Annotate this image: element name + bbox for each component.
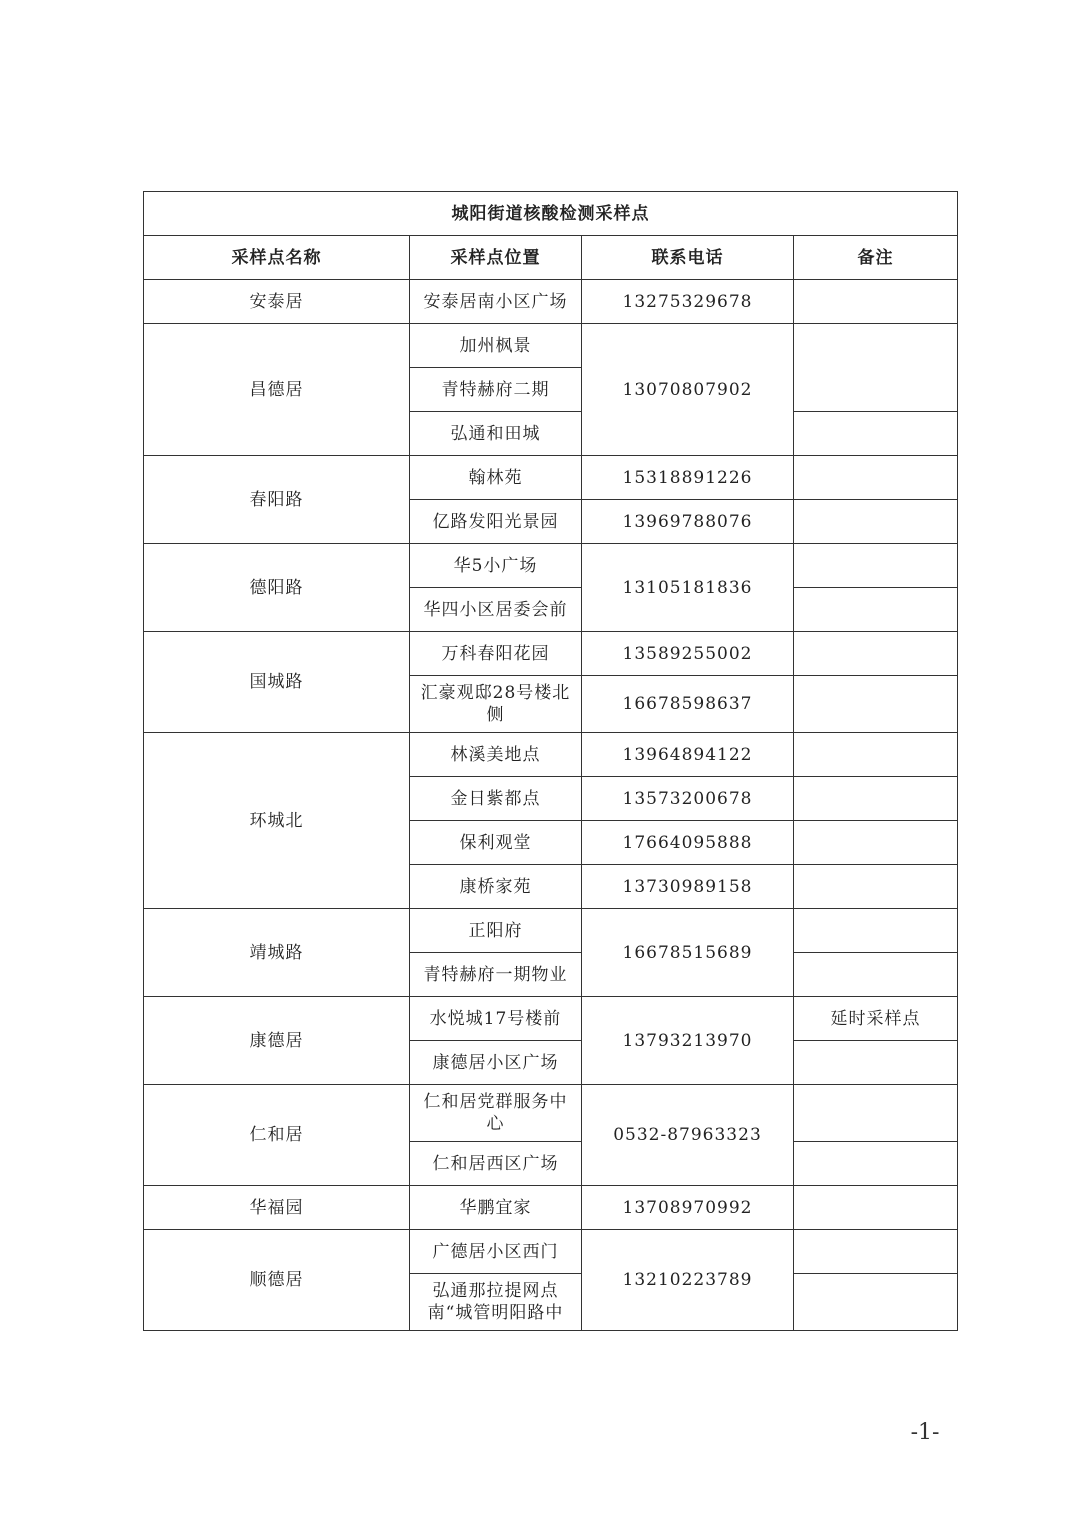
sampling-points-table xyxy=(143,191,958,1331)
site-location: 青特赫府二期 xyxy=(410,368,582,412)
site-phone: 13730989158 xyxy=(582,865,794,909)
site-name: 环城北 xyxy=(144,733,410,909)
header-location: 采样点位置 xyxy=(410,236,582,280)
site-location: 汇豪观邸28号楼北侧 xyxy=(410,676,582,733)
site-note xyxy=(794,676,958,733)
table-row xyxy=(144,997,958,1041)
site-location: 水悦城17号楼前 xyxy=(410,997,582,1041)
site-location: 万科春阳花园 xyxy=(410,632,582,676)
site-name: 顺德居 xyxy=(144,1230,410,1331)
table-header-row xyxy=(144,236,958,280)
table-row xyxy=(144,280,958,324)
site-location: 康德居小区广场 xyxy=(410,1041,582,1085)
site-note xyxy=(794,324,958,412)
site-name: 昌德居 xyxy=(144,324,410,456)
site-phone: 13708970992 xyxy=(582,1186,794,1230)
site-phone: 16678598637 xyxy=(582,676,794,733)
site-note xyxy=(794,909,958,953)
site-note xyxy=(794,1274,958,1331)
site-note xyxy=(794,1041,958,1085)
site-location: 华鹏宜家 xyxy=(410,1186,582,1230)
site-note xyxy=(794,280,958,324)
site-note xyxy=(794,1186,958,1230)
table-title-row xyxy=(144,192,958,236)
site-phone: 15318891226 xyxy=(582,456,794,500)
site-note xyxy=(794,588,958,632)
site-note xyxy=(794,544,958,588)
site-note xyxy=(794,1230,958,1274)
site-location: 弘通和田城 xyxy=(410,412,582,456)
site-phone: 13070807902 xyxy=(582,324,794,456)
table-row xyxy=(144,733,958,777)
site-location: 林溪美地点 xyxy=(410,733,582,777)
table-row xyxy=(144,1085,958,1142)
site-note xyxy=(794,1142,958,1186)
site-note xyxy=(794,500,958,544)
site-phone: 13573200678 xyxy=(582,777,794,821)
site-location: 保利观堂 xyxy=(410,821,582,865)
table-title: 城阳街道核酸检测采样点 xyxy=(144,192,958,236)
site-location: 金日紫都点 xyxy=(410,777,582,821)
site-name: 靖城路 xyxy=(144,909,410,997)
site-note xyxy=(794,821,958,865)
site-location: 广德居小区西门 xyxy=(410,1230,582,1274)
site-note xyxy=(794,953,958,997)
site-note xyxy=(794,733,958,777)
header-name: 采样点名称 xyxy=(144,236,410,280)
site-note: 延时采样点 xyxy=(794,997,958,1041)
site-location: 翰林苑 xyxy=(410,456,582,500)
site-phone: 13210223789 xyxy=(582,1230,794,1331)
site-name: 仁和居 xyxy=(144,1085,410,1186)
site-note xyxy=(794,412,958,456)
site-location: 亿路发阳光景园 xyxy=(410,500,582,544)
table-row xyxy=(144,909,958,953)
site-location: 华5小广场 xyxy=(410,544,582,588)
site-location: 仁和居西区广场 xyxy=(410,1142,582,1186)
table-row xyxy=(144,324,958,368)
site-location: 仁和居党群服务中心 xyxy=(410,1085,582,1142)
table-row xyxy=(144,544,958,588)
site-note xyxy=(794,777,958,821)
header-phone: 联系电话 xyxy=(582,236,794,280)
site-name: 华福园 xyxy=(144,1186,410,1230)
site-location: 康桥家苑 xyxy=(410,865,582,909)
site-location: 弘通那拉提网点南“城管明阳路中 xyxy=(410,1274,582,1331)
page-number: -1- xyxy=(910,1420,940,1445)
site-name: 国城路 xyxy=(144,632,410,733)
site-location: 华四小区居委会前 xyxy=(410,588,582,632)
site-location: 青特赫府一期物业 xyxy=(410,953,582,997)
site-phone: 0532-87963323 xyxy=(582,1085,794,1186)
site-phone: 17664095888 xyxy=(582,821,794,865)
site-phone: 13275329678 xyxy=(582,280,794,324)
site-name: 德阳路 xyxy=(144,544,410,632)
table-row xyxy=(144,632,958,676)
site-note xyxy=(794,456,958,500)
site-location: 加州枫景 xyxy=(410,324,582,368)
site-note xyxy=(794,1085,958,1142)
site-phone: 13969788076 xyxy=(582,500,794,544)
site-location: 安泰居南小区广场 xyxy=(410,280,582,324)
site-phone: 13793213970 xyxy=(582,997,794,1085)
site-phone: 13105181836 xyxy=(582,544,794,632)
table-row xyxy=(144,1230,958,1274)
site-phone: 13589255002 xyxy=(582,632,794,676)
site-name: 康德居 xyxy=(144,997,410,1085)
table-row xyxy=(144,456,958,500)
site-name: 安泰居 xyxy=(144,280,410,324)
header-notes: 备注 xyxy=(794,236,958,280)
site-phone: 16678515689 xyxy=(582,909,794,997)
site-location: 正阳府 xyxy=(410,909,582,953)
site-name: 春阳路 xyxy=(144,456,410,544)
site-note xyxy=(794,632,958,676)
site-note xyxy=(794,865,958,909)
table-row xyxy=(144,1186,958,1230)
site-phone: 13964894122 xyxy=(582,733,794,777)
